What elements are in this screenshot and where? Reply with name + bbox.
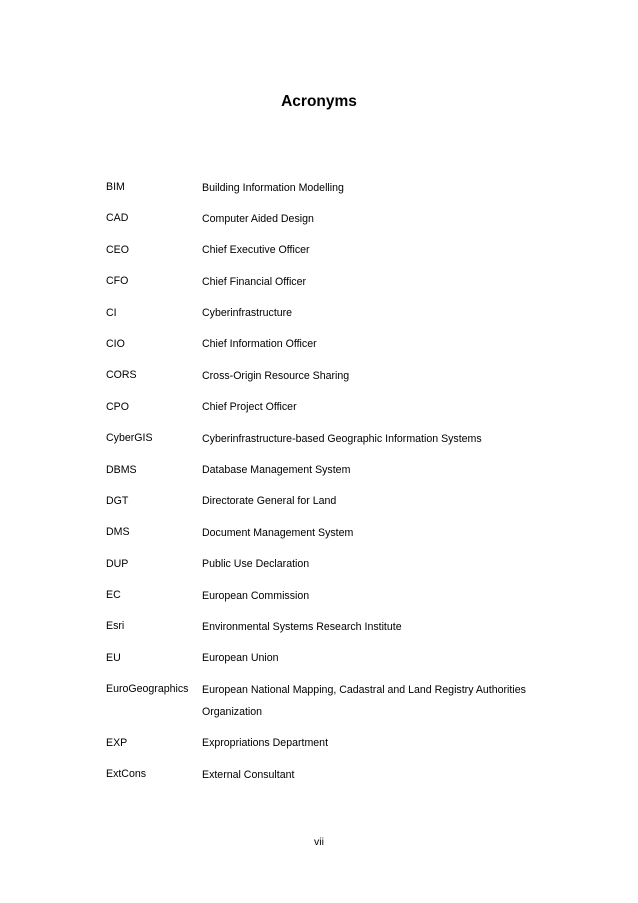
acronym-definition: Public Use Declaration: [202, 558, 310, 571]
acronym-definition: European Commission: [202, 589, 310, 602]
acronym-row: [106, 306, 566, 321]
acronym-row: [106, 463, 566, 478]
acronym-definition: Computer Aided Design: [202, 212, 314, 225]
acronym-abbreviation: DMS: [106, 526, 130, 539]
page-title: Acronyms: [281, 93, 357, 110]
acronym-row: [106, 494, 566, 509]
acronym-row: [106, 211, 566, 226]
acronym-row: [106, 180, 566, 195]
acronym-definition: Document Management System: [202, 526, 354, 539]
acronym-list: [106, 180, 566, 798]
acronym-abbreviation: EU: [106, 651, 121, 664]
acronym-definition: Chief Project Officer: [202, 401, 297, 414]
acronym-abbreviation: EC: [106, 589, 121, 602]
acronym-definition: Chief Information Officer: [202, 338, 317, 351]
acronym-definition: Environmental Systems Research Institute: [202, 620, 402, 633]
acronym-row: [106, 400, 566, 415]
acronym-definition: European National Mapping, Cadastral and Land Registry Authorities Organization: [202, 683, 526, 718]
acronym-row: [106, 736, 566, 751]
acronym-row: [106, 525, 566, 540]
acronym-abbreviation: DUP: [106, 557, 129, 570]
acronym-row: [106, 767, 566, 782]
acronym-row: [106, 619, 566, 634]
acronym-definition: Building Information Modelling: [202, 181, 344, 194]
acronym-row: [106, 431, 566, 446]
acronym-abbreviation: BIM: [106, 181, 125, 193]
acronym-definition: Database Management System: [202, 464, 351, 477]
acronym-definition: Directorate General for Land: [202, 495, 337, 508]
acronym-row: [106, 651, 566, 666]
acronym-abbreviation: Esri: [106, 620, 125, 633]
acronym-row: [106, 337, 566, 352]
acronym-abbreviation: CI: [106, 306, 117, 319]
acronym-abbreviation: CyberGIS: [106, 432, 153, 445]
acronym-row: [106, 588, 566, 603]
acronym-abbreviation: CORS: [106, 369, 137, 382]
acronym-definition: External Consultant: [202, 768, 295, 781]
page-number: vii: [314, 836, 324, 848]
acronym-abbreviation: ExtCons: [106, 768, 147, 781]
acronym-abbreviation: CAD: [106, 212, 129, 225]
acronym-definition: Expropriations Department: [202, 737, 329, 750]
acronym-abbreviation: EuroGeographics: [106, 683, 189, 696]
acronym-abbreviation: CPO: [106, 400, 129, 413]
acronym-abbreviation: CFO: [106, 275, 129, 288]
acronym-definition: Cyberinfrastructure-based Geographic Information Systems: [202, 432, 482, 445]
acronym-definition: Chief Executive Officer: [202, 244, 310, 257]
acronym-abbreviation: EXP: [106, 736, 128, 749]
acronym-definition: Chief Financial Officer: [202, 275, 307, 288]
acronym-row: [106, 274, 566, 289]
acronym-row: [106, 243, 566, 258]
acronym-abbreviation: CEO: [106, 243, 129, 256]
acronym-abbreviation: CIO: [106, 337, 125, 350]
acronym-definition: Cross-Origin Resource Sharing: [202, 369, 350, 382]
acronym-row: [106, 557, 566, 572]
acronym-abbreviation: DBMS: [106, 463, 137, 476]
acronym-row: [106, 682, 566, 719]
acronym-row: [106, 368, 566, 383]
acronym-definition: European Union: [202, 652, 279, 665]
acronym-definition: Cyberinfrastructure: [202, 307, 293, 320]
acronym-abbreviation: DGT: [106, 494, 129, 507]
